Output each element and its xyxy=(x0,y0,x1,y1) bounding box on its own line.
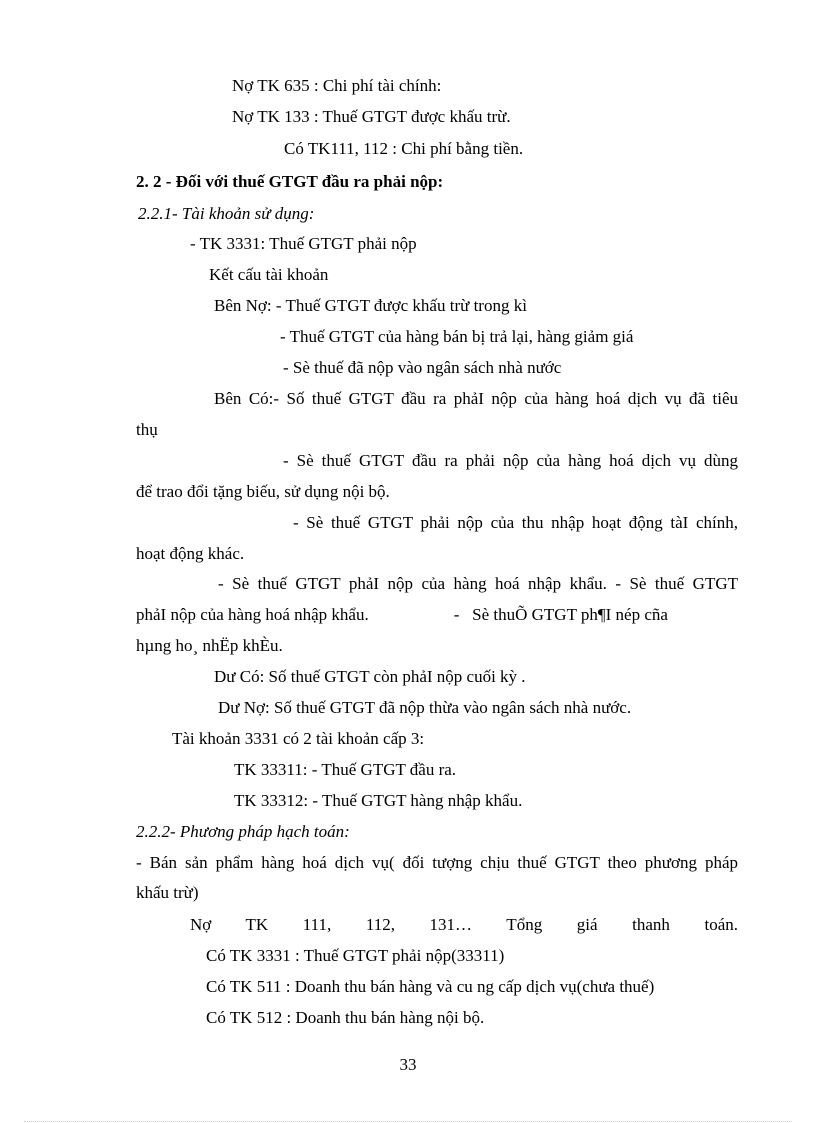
text-line: Dư Nợ: Số thuế GTGT đã nộp thừa vào ngân sách nhà nước. xyxy=(218,698,632,717)
text-line: hoạt động khác. xyxy=(136,544,245,563)
text-line: - Thuế GTGT của hàng bán bị trả lại, hàng giảm giá xyxy=(280,327,634,346)
page-bottom-border xyxy=(24,1121,792,1122)
text-line: - Bán sản phẩm hàng hoá dịch vụ( đối tượng chịu thuế GTGT theo phương pháp xyxy=(136,853,738,872)
text-line: - Sè thuế đã nộp vào ngân sách nhà nước xyxy=(283,358,562,377)
subsection-heading: 2.2.1- Tài khoản sử dụng: xyxy=(138,204,315,223)
text-line: TK 33312: - Thuế GTGT hàng nhập khẩu. xyxy=(234,791,523,810)
text-line: - TK 3331: Thuế GTGT phải nộp xyxy=(190,234,417,253)
text-line: Có TK 3331 : Thuế GTGT phải nộp(33311) xyxy=(206,946,505,965)
text-line: khấu trừ) xyxy=(136,883,199,902)
text-line: thụ xyxy=(136,420,158,439)
text-line: Bên Nợ: - Thuế GTGT được khấu trừ trong kì xyxy=(214,296,527,315)
text-line: TK 33311: - Thuế GTGT đầu ra. xyxy=(234,760,457,779)
text-line: Bên Có:- Số thuế GTGT đầu ra phảI nộp của hàng hoá dịch vụ đã tiêu xyxy=(214,389,738,408)
text-line: hµng ho¸ nhËp khÈu. xyxy=(136,636,283,655)
page-number: 33 xyxy=(399,1055,417,1074)
subsection-heading: 2.2.2- Phương pháp hạch toán: xyxy=(136,822,350,841)
text-line: Có TK 512 : Doanh thu bán hàng nội bộ. xyxy=(206,1008,485,1027)
text-line: Tài khoản 3331 có 2 tài khoản cấp 3: xyxy=(172,729,425,748)
text-line: để trao đổi tặng biếu, sử dụng nội bộ. xyxy=(136,482,390,501)
text-line: - Sè thuế GTGT phải nộp của thu nhập hoạt động tàI chính, xyxy=(293,513,738,532)
text-line: phảI nộp của hàng hoá nhập khẩu. - Sè thuÕ GTGT ph¶I nép cña xyxy=(136,605,668,624)
text-line: Kết cấu tài khoản xyxy=(209,265,329,284)
text-line: Có TK111, 112 : Chi phí bằng tiền. xyxy=(284,139,524,158)
text-line: - Sè thuế GTGT phảI nộp của hàng hoá nhập khẩu. - Sè thuế GTGT xyxy=(218,574,738,593)
text-line: Dư Có: Số thuế GTGT còn phảI nộp cuối kỳ . xyxy=(214,667,526,686)
text-line: Nợ TK 635 : Chi phí tài chính: xyxy=(232,76,442,95)
text-line: - Sè thuế GTGT đầu ra phải nộp của hàng hoá dịch vụ dùng xyxy=(283,451,738,470)
section-heading: 2. 2 - Đối với thuế GTGT đầu ra phải nộp: xyxy=(136,172,444,191)
text-line: Nợ TK 111, 112, 131… Tổng giá thanh toán. xyxy=(190,915,738,934)
text-line: Nợ TK 133 : Thuế GTGT được khấu trừ. xyxy=(232,107,511,126)
text-line: Có TK 511 : Doanh thu bán hàng và cu ng cấp dịch vụ(chưa thuế) xyxy=(206,977,655,996)
